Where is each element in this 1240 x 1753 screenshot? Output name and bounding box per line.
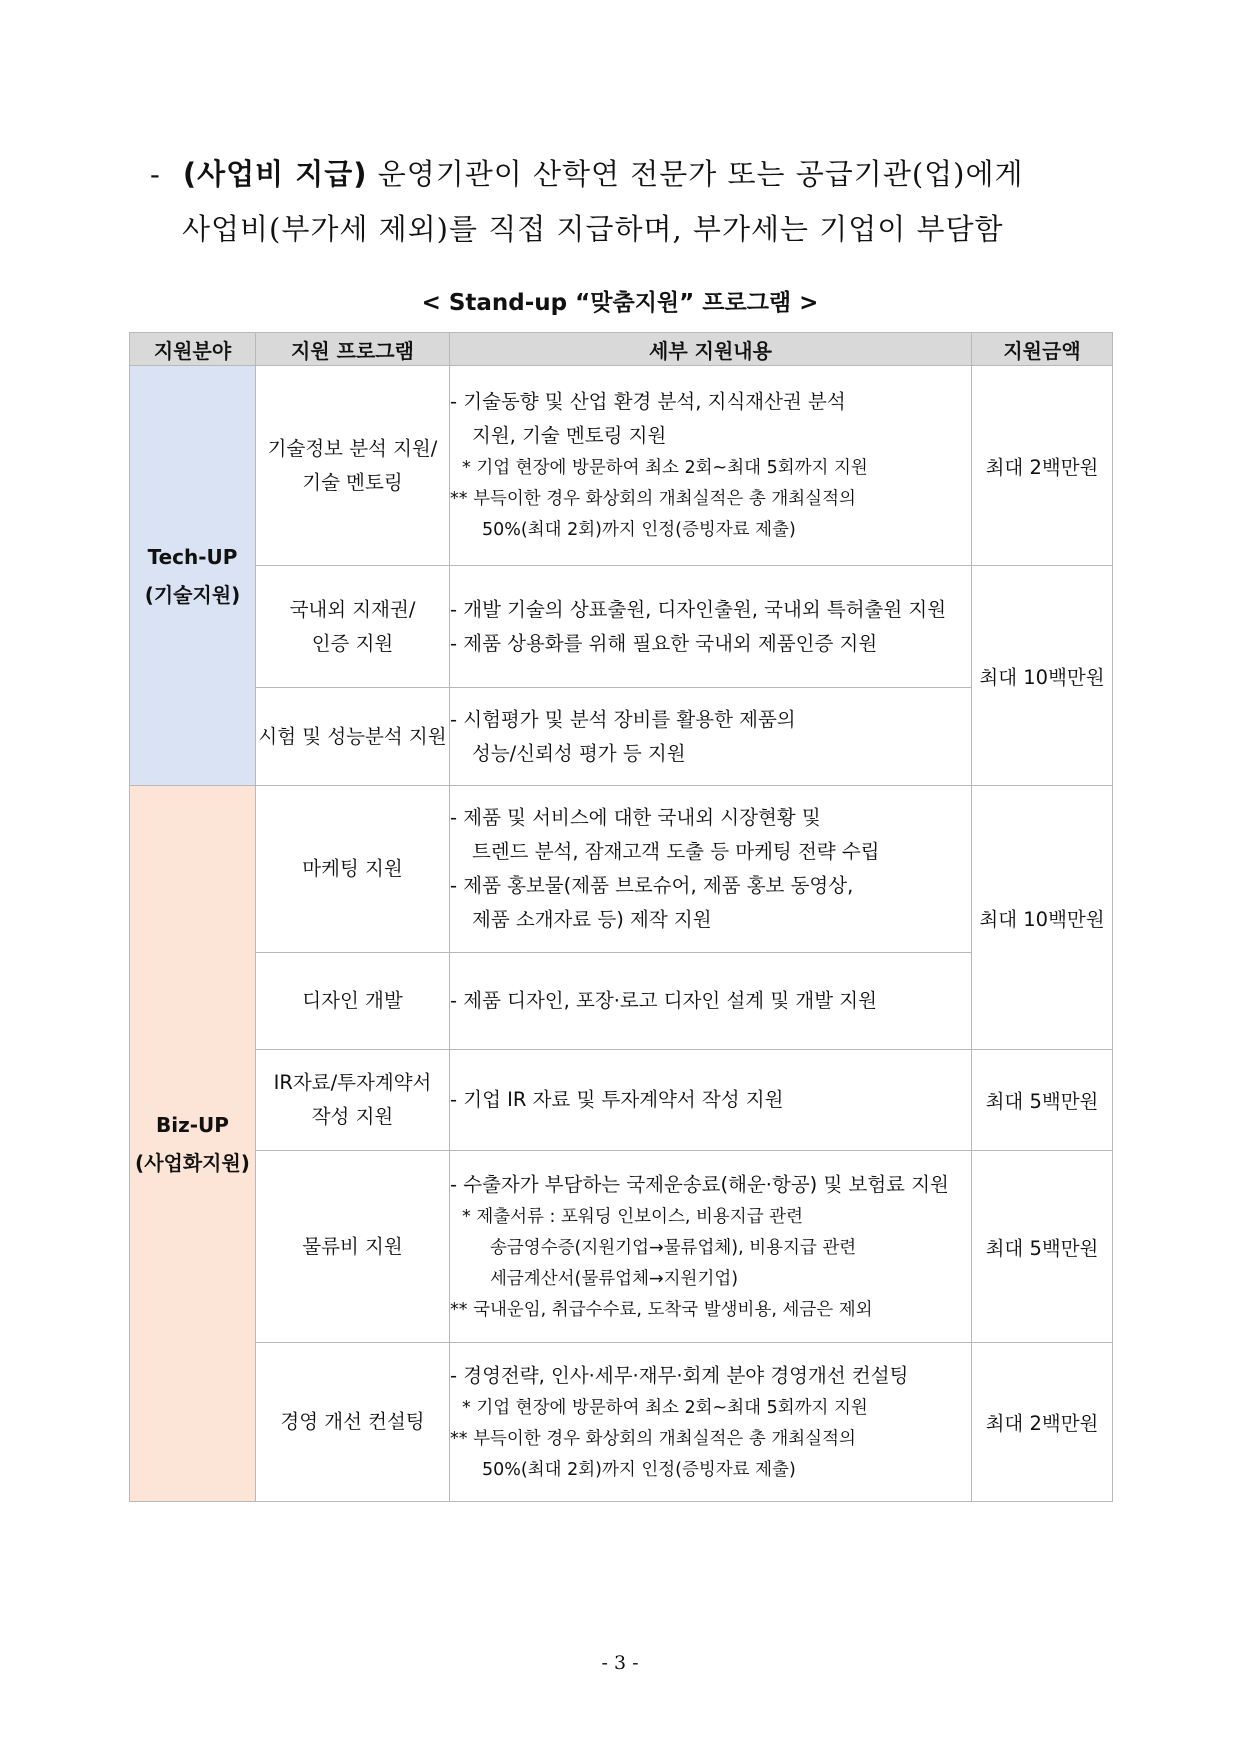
- program-name: 경영 개선 컨설팅: [256, 1343, 450, 1502]
- detail-item: - 기업 IR 자료 및 투자계약서 작성 지원: [450, 1088, 784, 1111]
- program-name: 디자인 개발: [256, 953, 450, 1050]
- table-row: [130, 366, 1113, 566]
- program-name: [256, 1050, 450, 1151]
- amount-cell: 최대 2백만원: [972, 366, 1113, 566]
- amount-cell: 최대 10백만원: [972, 566, 1113, 786]
- detail-item: - 개발 기술의 상표출원, 디자인출원, 국내외 특허출원 지원: [450, 597, 947, 621]
- detail-item: - 제품 디자인, 포장·로고 디자인 설계 및 개발 지원: [450, 989, 877, 1012]
- detail-item: - 수출자가 부담하는 국제운송료(해운·항공) 및 보험료 지원: [450, 1172, 949, 1196]
- header-amount: 지원금액: [972, 333, 1113, 366]
- amount-cell: 최대 2백만원: [972, 1343, 1113, 1502]
- detail-item: - 제품 및 서비스에 대한 국내외 시장현황 및 트렌드 분석, 잠재고객 도출 등 마케팅 전략 수립: [450, 806, 880, 863]
- detail-note: ** 부득이한 경우 화상회의 개최실적은 총 개최실적의 50%(최대 2회)까지 인정(증빙자료 제출): [450, 489, 856, 540]
- detail-item: - 제품 홍보물(제품 브로슈어, 제품 홍보 동영상, 제품 소개자료 등) 제작 지원: [450, 874, 854, 931]
- table-header-row: [130, 333, 1113, 366]
- detail-cell: [450, 566, 972, 688]
- detail-cell: [450, 786, 972, 953]
- intro-line-1-text: 운영기관이 산학연 전문가 또는 공급기관(업)에게: [377, 157, 1024, 191]
- table-row: [130, 953, 1113, 1050]
- detail-item: - 기술동향 및 산업 환경 분석, 지식재산권 분석 지원, 기술 멘토링 지원: [450, 390, 846, 447]
- table-row: [130, 1343, 1113, 1502]
- program-name-line: 국내외 지재권/: [289, 597, 416, 621]
- detail-note: ** 국내운임, 취급수수료, 도착국 발생비용, 세금은 제외: [450, 1299, 873, 1320]
- category-biz-up-sub: (사업화지원): [135, 1150, 250, 1175]
- table-row: [130, 566, 1113, 688]
- program-name: 시험 및 성능분석 지원: [256, 688, 450, 786]
- category-tech-up: [130, 366, 256, 786]
- detail-item: - 경영전략, 인사·세무·재무·회계 분야 경영개선 컨설팅: [450, 1363, 909, 1387]
- detail-cell: [450, 366, 972, 566]
- header-category: 지원분야: [130, 333, 256, 366]
- category-biz-up: [130, 786, 256, 1502]
- detail-note: * 제출서류 : 포워딩 인보이스, 비용지급 관련 송금영수증(지원기업→물류업체), 비용지급 관련 세금계산서(물류업체→지원기업): [462, 1206, 857, 1289]
- category-tech-up-name: Tech-UP: [147, 544, 238, 569]
- category-biz-up-name: Biz-UP: [156, 1112, 229, 1137]
- header-detail: 세부 지원내용: [450, 333, 972, 366]
- detail-cell: [450, 953, 972, 1050]
- page-number: - 3 -: [601, 1652, 639, 1674]
- amount-cell: 최대 5백만원: [972, 1151, 1113, 1343]
- detail-note: ** 부득이한 경우 화상회의 개최실적은 총 개최실적의 50%(최대 2회)까지 인정(증빙자료 제출): [450, 1428, 856, 1480]
- intro-dash: -: [150, 157, 161, 191]
- detail-item: - 제품 상용화를 위해 필요한 국내외 제품인증 지원: [450, 631, 878, 655]
- intro-bold-label: (사업비 지급): [182, 157, 368, 191]
- program-name-line: 작성 지원: [311, 1105, 394, 1128]
- intro-paragraph: [150, 152, 1130, 248]
- program-table: [129, 332, 1113, 1502]
- program-name-line: IR자료/투자계약서: [273, 1071, 432, 1094]
- program-name-line: 기술 멘토링: [302, 470, 403, 494]
- detail-cell: [450, 1050, 972, 1151]
- program-name-line: 인증 지원: [311, 631, 394, 655]
- program-name: [256, 566, 450, 688]
- detail-note: * 기업 현장에 방문하여 최소 2회~최대 5회까지 지원: [462, 1397, 868, 1418]
- category-tech-up-sub: (기술지원): [144, 582, 241, 607]
- intro-line-1: [150, 152, 1130, 193]
- table-row: [130, 1151, 1113, 1343]
- detail-cell: [450, 688, 972, 786]
- table-row: [130, 688, 1113, 786]
- program-name-line: 기술정보 분석 지원/: [267, 436, 438, 460]
- table-row: [130, 786, 1113, 953]
- amount-cell: 최대 5백만원: [972, 1050, 1113, 1151]
- detail-note: * 기업 현장에 방문하여 최소 2회~최대 5회까지 지원: [462, 458, 868, 478]
- program-name: [256, 366, 450, 566]
- intro-line-2: 사업비(부가세 제외)를 직접 지급하며, 부가세는 기업이 부담함: [182, 212, 1004, 246]
- header-program: 지원 프로그램: [256, 333, 450, 366]
- amount-cell: 최대 10백만원: [972, 786, 1113, 1050]
- detail-cell: [450, 1151, 972, 1343]
- program-name: 물류비 지원: [256, 1151, 450, 1343]
- table-row: [130, 1050, 1113, 1151]
- program-name: 마케팅 지원: [256, 786, 450, 953]
- table-caption: < Stand-up “맞춤지원” 프로그램 >: [421, 290, 819, 316]
- detail-item: - 시험평가 및 분석 장비를 활용한 제품의 성능/신뢰성 평가 등 지원: [450, 707, 796, 765]
- detail-cell: [450, 1343, 972, 1502]
